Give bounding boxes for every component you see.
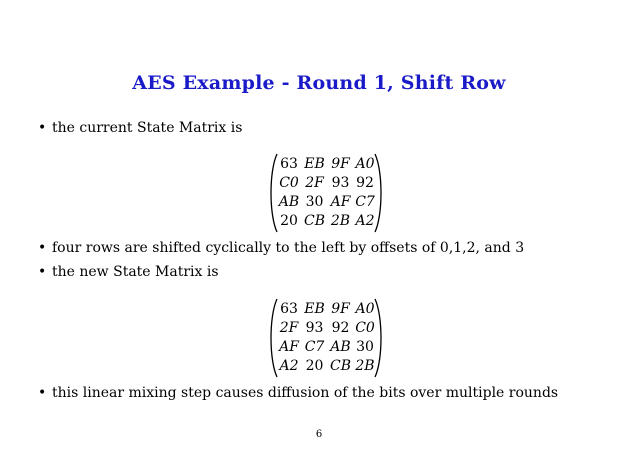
matrix-cell: AB [278,194,300,210]
new-matrix-grid [278,300,374,376]
left-parenthesis-icon [268,153,278,233]
bullet-text: the new State Matrix is [52,264,219,280]
matrix-cell: C0 [279,175,299,191]
bullet-current-state [38,119,242,137]
matrix-cell: A0 [355,301,375,317]
matrix-cell: AB [330,339,351,355]
matrix-cell: 2F [279,320,299,336]
matrix-cell: EB [304,301,325,317]
matrix-cell: CB [330,358,351,374]
bullet-dot-icon: • [38,264,47,280]
left-parenthesis-icon [268,298,278,378]
matrix-cell: 30 [305,194,324,210]
matrix-cell: 30 [356,339,374,355]
matrix-cell: 93 [305,320,324,336]
matrix-cell: 63 [280,301,298,317]
matrix-cell: EB [304,156,325,172]
matrix-cell: 2B [330,213,351,229]
bullet-dot-icon: • [38,120,47,136]
matrix-cell: 9F [331,301,350,317]
matrix-cell: 92 [356,175,374,191]
current-matrix-grid [278,155,374,231]
bullet-shift-rows [38,239,524,257]
bullet-text: the current State Matrix is [52,120,243,136]
bullet-text: this linear mixing step causes diffusion of the bits over multiple rounds [52,385,559,401]
matrix-cell: C7 [355,194,375,210]
new-state-matrix [268,298,384,378]
matrix-cell: 92 [331,320,350,336]
matrix-cell: AF [330,194,351,210]
bullet-new-state [38,263,219,281]
right-parenthesis-icon [374,153,384,233]
bullet-text: four rows are shifted cyclically to the left by offsets of 0,1,2, and 3 [52,240,525,256]
bullet-dot-icon: • [38,385,47,401]
matrix-cell: 2F [305,175,324,191]
right-parenthesis-icon [374,298,384,378]
page-number: 6 [315,429,323,440]
matrix-cell: 20 [305,358,324,374]
matrix-cell: C0 [355,320,375,336]
slide-title: AES Example - Round 1, Shift Row [132,72,506,94]
matrix-cell: 9F [331,156,350,172]
matrix-cell: 20 [280,213,298,229]
matrix-cell: 2B [355,358,375,374]
matrix-cell: CB [304,213,325,229]
bullet-diffusion [38,384,558,402]
matrix-cell: 93 [331,175,350,191]
matrix-cell: C7 [304,339,325,355]
matrix-cell: 63 [280,156,298,172]
matrix-cell: A2 [355,213,375,229]
current-state-matrix [268,153,384,233]
bullet-dot-icon: • [38,240,47,256]
matrix-cell: A0 [355,156,375,172]
matrix-cell: AF [279,339,299,355]
matrix-cell: A2 [279,358,299,374]
